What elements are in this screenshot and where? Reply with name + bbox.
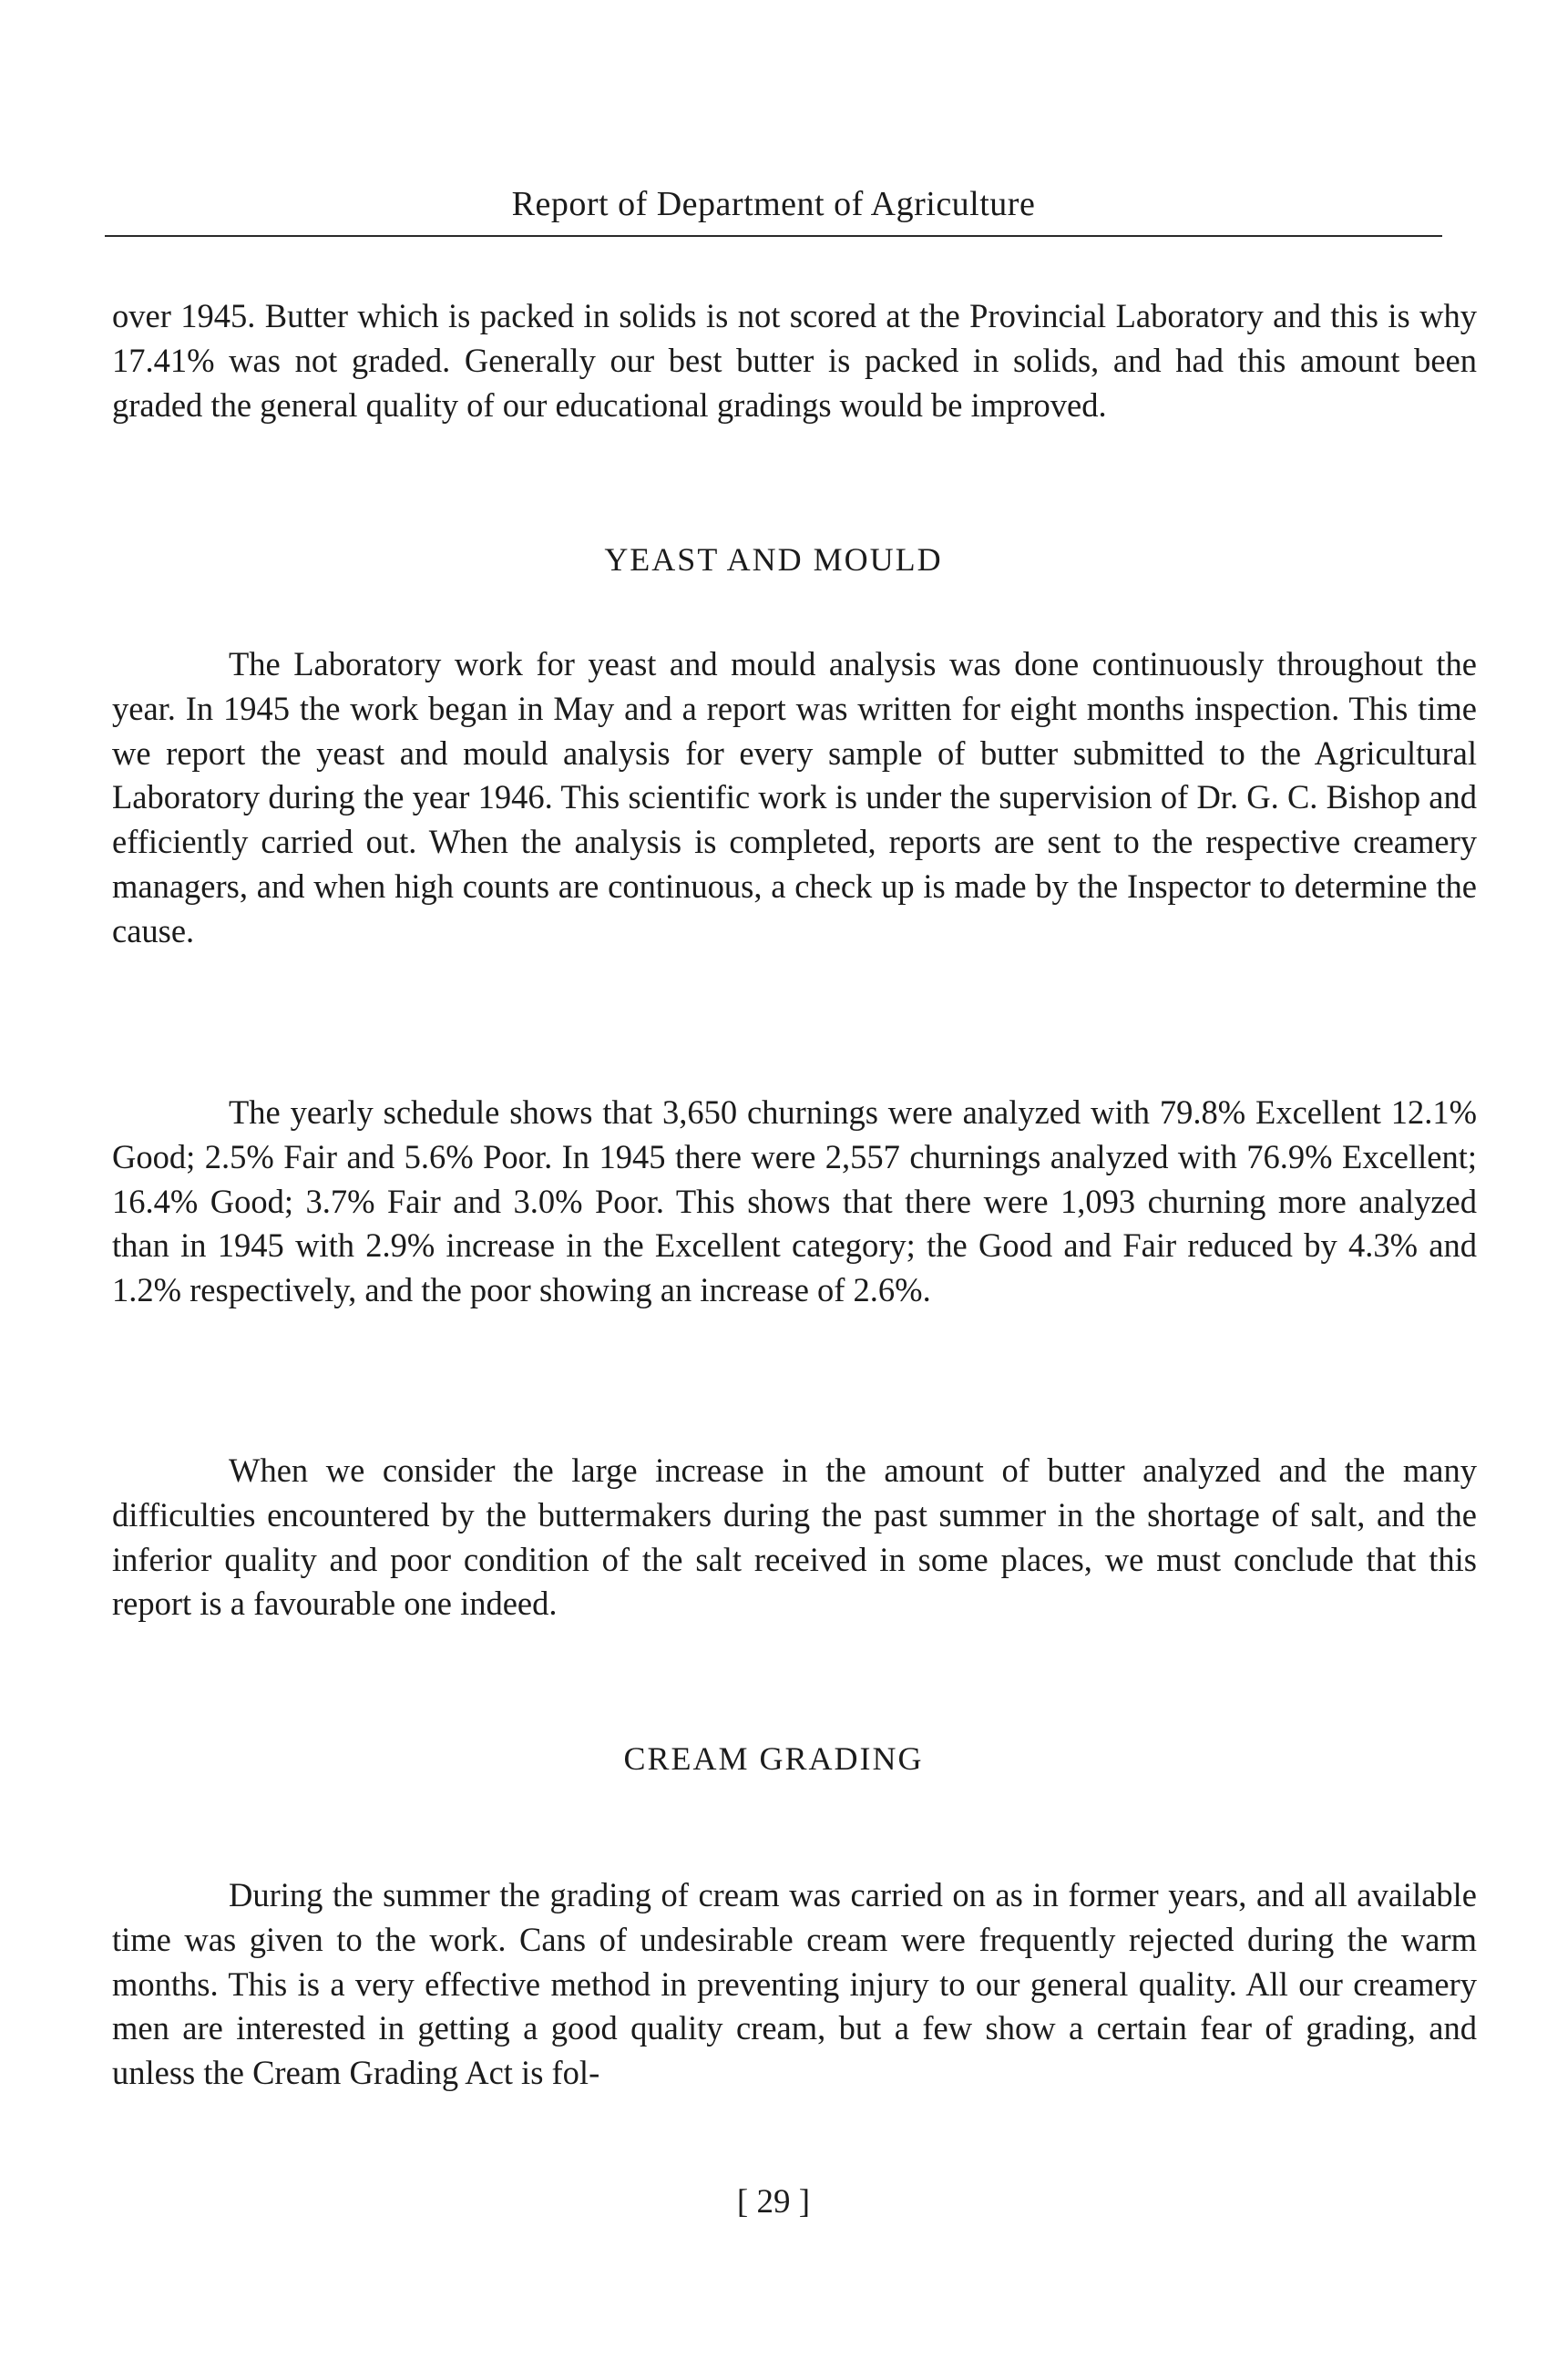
paragraph-yearly-schedule <box>112 1091 1477 1313</box>
paragraph-text: The yearly schedule shows that 3,650 churnings were analyzed with 79.8% Excellent 12.1% Good; 2.5% Fair and 5.6% Poor. In 1945 there were 2,557 churnings analyzed with 76.9% Excellent; 16.4% Good; 3.7% Fair and 3.0% Poor. This shows that there were 1,093 churning more analyzed than in 1945 with 2.9% increase in the Excellent category; the Good and Fair reduced by 4.3% and 1.2% respectively, and the poor showing an increase of 2.6%. <box>112 1093 1477 1309</box>
heading-yeast-and-mould: YEAST AND MOULD <box>604 541 943 578</box>
paragraph-butter-solids <box>112 294 1477 427</box>
paragraph-laboratory-work <box>112 642 1477 954</box>
header-rule <box>105 235 1442 237</box>
paragraph-text: During the summer the grading of cream was carried on as in former years, and all available time was given to the work. Cans of undesirable cream were frequently rejected during the warm months. This is a very effective method in preventing injury to our general quality. All our creamery men are interested in getting a good quality cream, but a few show a certain fear of grading, and unless the Cream Grading Act is fol- <box>112 1876 1477 2092</box>
heading-cream-grading: CREAM GRADING <box>623 1740 924 1777</box>
paragraph-text: The Laboratory work for yeast and mould analysis was done continuously throughout the year. In 1945 the work began in May and a report was written for eight months inspection. This time we report the yeast and mould analysis for every sample of butter submitted to the Agricultural Laboratory during the year 1946. This scientific work is under the supervision of Dr. G. C. Bishop and efficiently carried out. When the analysis is completed, reports are sent to the respective creamery managers, and when high counts are continuous, a check up is made by the Inspector to determine the cause. <box>112 645 1477 949</box>
paragraph-cream-grading <box>112 1873 1477 2096</box>
page-number: [ 29 ] <box>736 2183 811 2221</box>
running-header: Report of Department of Agriculture <box>511 185 1036 223</box>
paragraph-text: over 1945. Butter which is packed in solids is not scored at the Provincial Laboratory and this is why 17.41% was not graded. Generally our best butter is packed in solids, and had this amount been graded the general quality of our educational gradings would be improved. <box>112 297 1477 424</box>
paragraph-text: When we consider the large increase in the amount of butter analyzed and the many difficulties encountered by the buttermakers during the past summer in the shortage of salt, and the inferior quality and poor condition of the salt received in some places, we must conclude that this report is a favourable one indeed. <box>112 1452 1477 1623</box>
paragraph-conclusion <box>112 1449 1477 1626</box>
